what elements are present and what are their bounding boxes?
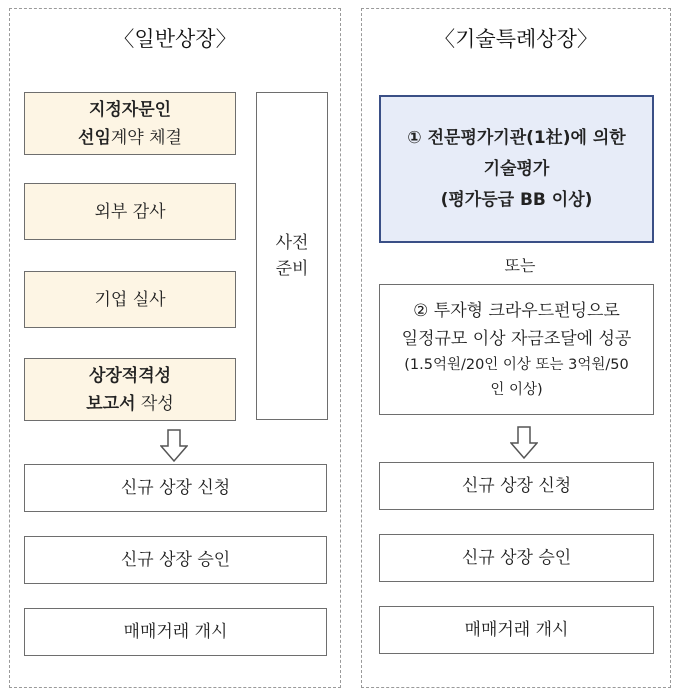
down-arrow-icon <box>510 426 538 460</box>
designated-advisor-line2-bold: 선임 <box>78 127 111 148</box>
tech-evaluation-line1: ① 전문평가기관(1社)에 의한 <box>407 127 626 148</box>
general-listing-title: 〈일반상장〉 <box>113 27 237 51</box>
due-diligence-label: 기업 실사 <box>94 289 166 310</box>
left-listing-application-box <box>24 464 327 512</box>
right-listing-application-label: 신규 상장 신청 <box>461 476 572 496</box>
tech-evaluation-box <box>379 95 654 243</box>
left-trading-start-label: 매매거래 개시 <box>123 622 228 642</box>
crowdfunding-line2: 일정규모 이상 자금조달에 성공 <box>401 328 632 349</box>
right-trading-start-box <box>379 606 654 654</box>
preparation-side-box <box>256 92 328 420</box>
right-trading-start-label: 매매거래 개시 <box>464 620 569 640</box>
eligibility-report-box <box>24 358 236 421</box>
external-audit-box <box>24 183 236 240</box>
due-diligence-box <box>24 271 236 328</box>
external-audit-label: 외부 감사 <box>94 201 166 222</box>
designated-advisor-box <box>24 92 236 155</box>
preparation-side-line1: 사전 <box>275 233 309 253</box>
eligibility-report-line2 <box>86 390 174 418</box>
tech-special-listing-title: 〈기술특례상장〉 <box>434 27 598 51</box>
tech-evaluation-line2: 기술평가 <box>483 158 550 179</box>
left-listing-application-label: 신규 상장 신청 <box>120 478 231 498</box>
right-listing-approval-label: 신규 상장 승인 <box>461 548 572 568</box>
crowdfunding-line4: 인 이상) <box>490 381 543 398</box>
preparation-side-line2: 준비 <box>275 259 309 279</box>
left-listing-approval-label: 신규 상장 승인 <box>120 550 231 570</box>
eligibility-report-line2-bold: 보고서 <box>86 393 136 414</box>
left-trading-start-box <box>24 608 327 656</box>
right-listing-approval-box <box>379 534 654 582</box>
eligibility-report-line1: 상장적격성 <box>88 365 172 386</box>
crowdfunding-line1: ② 투자형 크라우드펀딩으로 <box>413 300 620 321</box>
eligibility-report-line2-rest: 작성 <box>135 393 174 414</box>
designated-advisor-line2 <box>78 124 182 152</box>
or-label: 또는 <box>504 256 536 275</box>
crowdfunding-line3: (1.5억원/20인 이상 또는 3억원/50 <box>404 356 629 373</box>
tech-evaluation-line3: (평가등급 BB 이상) <box>440 189 593 210</box>
right-listing-application-box <box>379 462 654 510</box>
designated-advisor-line2-rest: 계약 체결 <box>110 127 182 148</box>
down-arrow-icon <box>160 429 188 463</box>
designated-advisor-line1: 지정자문인 <box>88 99 172 120</box>
left-listing-approval-box <box>24 536 327 584</box>
crowdfunding-box <box>379 284 654 415</box>
